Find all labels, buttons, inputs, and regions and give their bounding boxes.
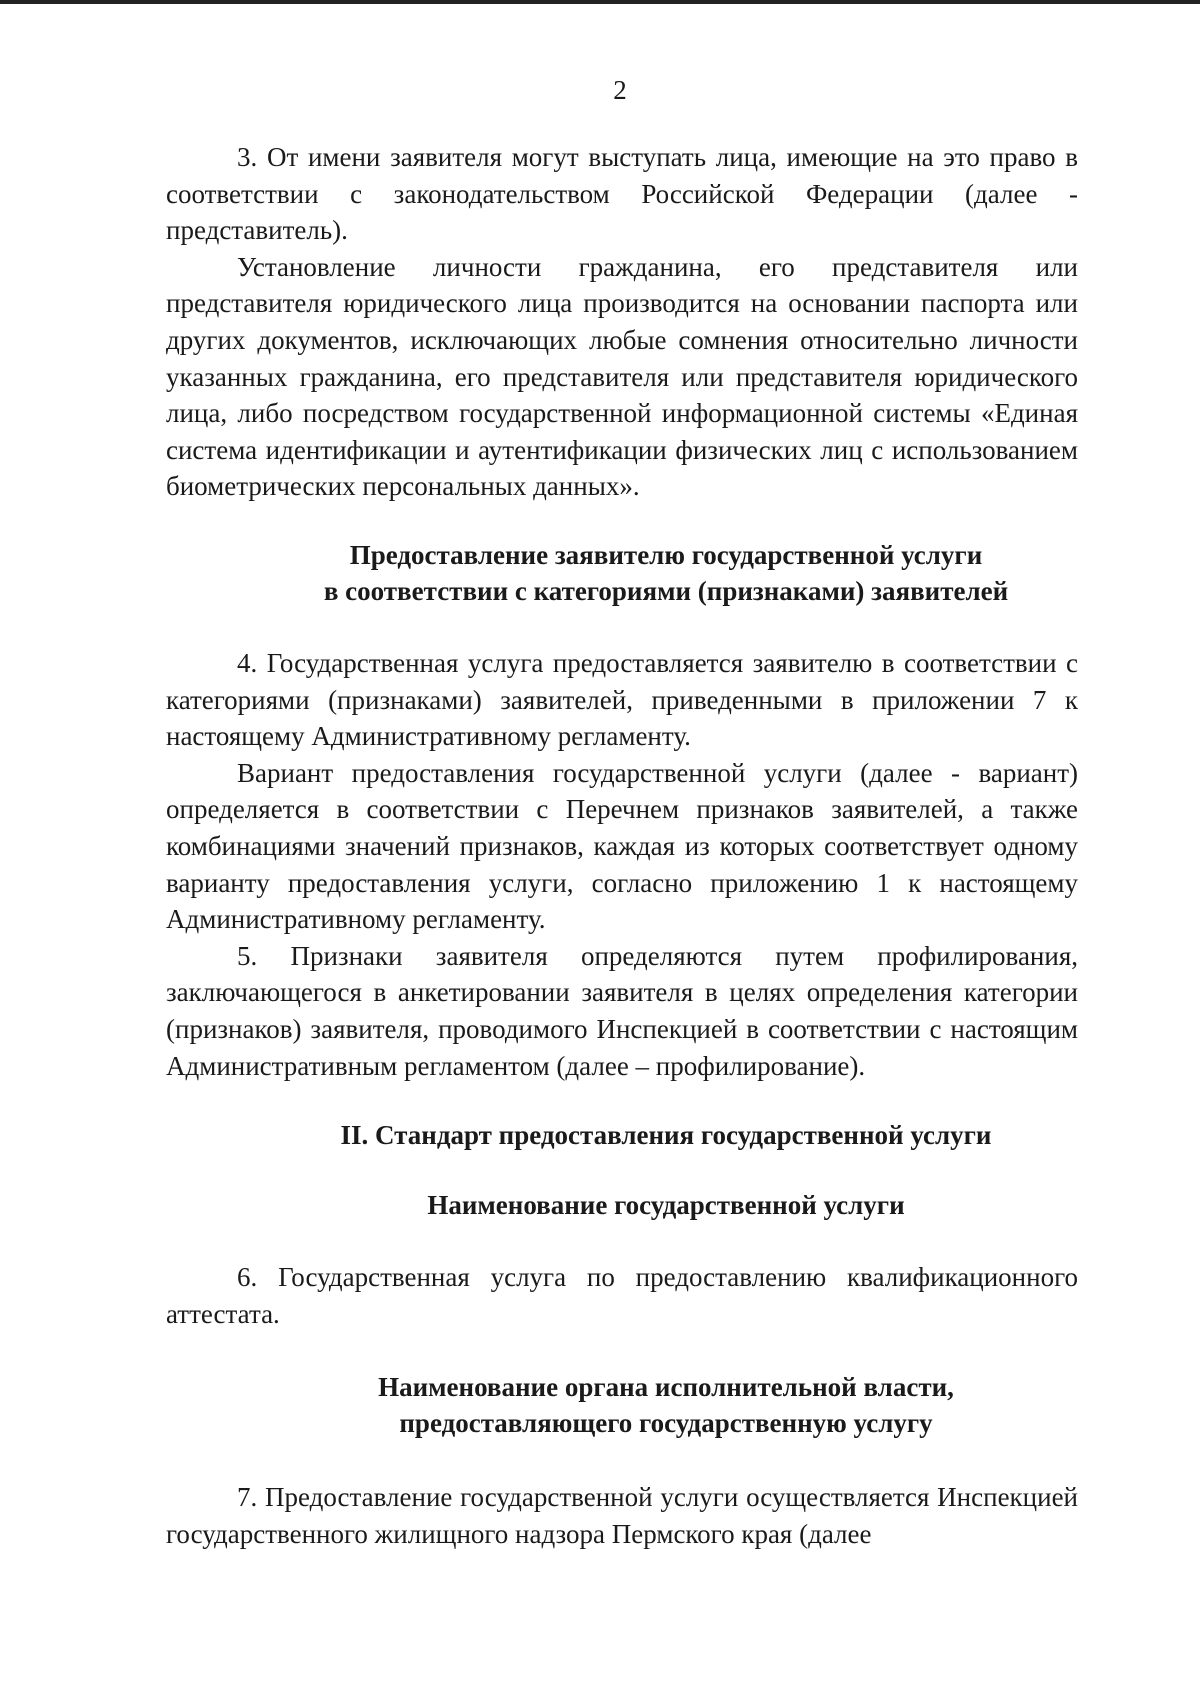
page-number: 2	[613, 75, 627, 105]
paragraph-block-categories	[166, 645, 1078, 1084]
heading-section-ii: II. Стандарт предоставления государственной услуги	[340, 1120, 992, 1150]
heading-authority	[166, 1369, 1166, 1441]
paragraph-6: 6. Государственная услуга по предоставлению квалификационного аттестата.	[166, 1262, 1078, 1329]
heading-line: Предоставление заявителю государственной услуги	[349, 540, 983, 570]
heading-line: в соответствии с категориями (признаками) заявителей	[323, 576, 1009, 606]
heading-line: предоставляющего государственную услугу	[399, 1408, 933, 1438]
paragraph-variant: Вариант предоставления государственной услуги (далее - вариант) определяется в соответствии с Перечнем признаков заявителей, а также комбинациями значений признаков, каждая из которых соответствует одному варианту предоставления услуги, согласно приложению 1 к настоящему Административному регламенту.	[166, 757, 1078, 935]
paragraph-7: 7. Предоставление государственной услуги осуществляется Инспекцией государственного жилищного надзора Пермского края (далее	[166, 1482, 1078, 1549]
scan-top-edge	[0, 0, 1200, 4]
paragraph-block-representative	[166, 139, 1078, 505]
paragraph-identity: Установление личности гражданина, его представителя или представителя юридического лица производится на основании паспорта или других документов, исключающих любые сомнения относительно личности указанных гражданина, его представителя или представителя юридического лица, либо посредством государственной информационной системы «Единая система идентификации и аутентификации физических лиц с использованием биометрических персональных данных».	[166, 251, 1078, 502]
paragraph-block-service-name	[166, 1259, 1078, 1332]
paragraph-4: 4. Государственная услуга предоставляется заявителю в соответствии с категориями (признаками) заявителей, приведенными в приложении 7 к настоящему Административному регламенту.	[166, 648, 1078, 752]
heading-categories	[166, 537, 1166, 609]
paragraph-3: 3. От имени заявителя могут выступать лица, имеющие на это право в соответствии с законодательством Российской Федерации (далее - представитель).	[166, 142, 1078, 246]
paragraph-block-authority	[166, 1479, 1078, 1552]
heading-service-name: Наименование государственной услуги	[427, 1190, 905, 1220]
heading-line: Наименование органа исполнительной власти,	[378, 1372, 954, 1402]
paragraph-5: 5. Признаки заявителя определяются путем профилирования, заключающегося в анкетировании заявителя в целях определения категории (признаков) заявителя, проводимого Инспекцией в соответствии с настоящим Административным регламентом (далее – профилирование).	[166, 940, 1078, 1081]
